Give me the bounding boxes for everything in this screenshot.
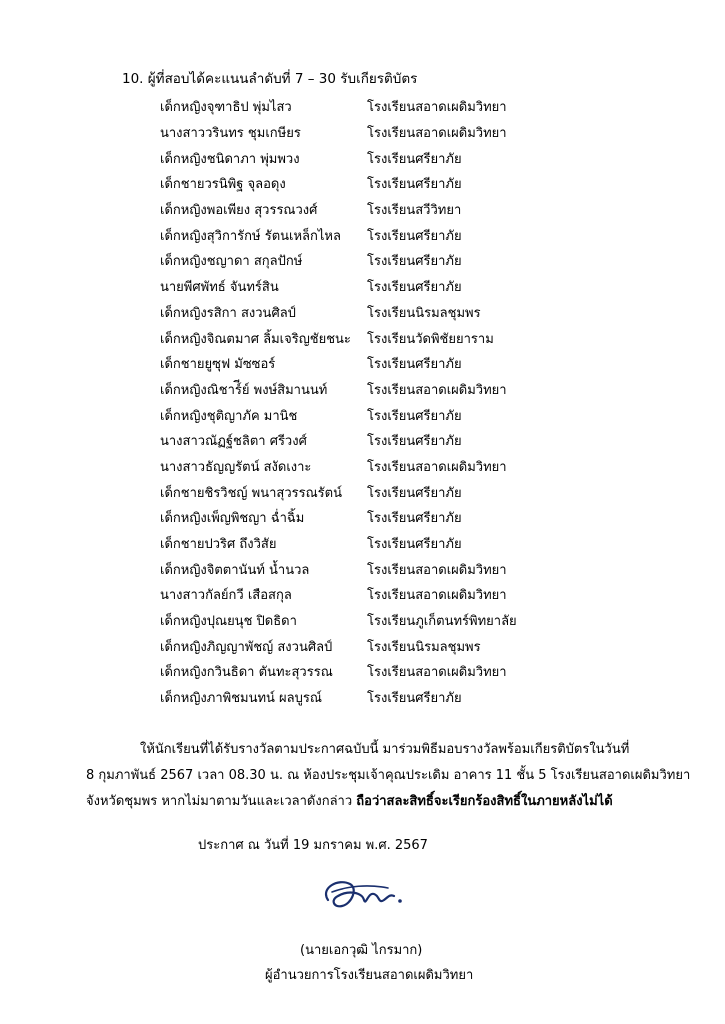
section-heading: 10. ผู้ที่สอบได้คะแนนลำดับที่ 7 – 30 รับเกียรติบัตร xyxy=(122,71,418,87)
notice-paragraph xyxy=(86,737,691,815)
notice-line-1: ให้นักเรียนที่ได้รับรางวัลตามประกาศฉบับนี้ มาร่วมพิธีมอบรางวัลพร้อมเกียรติบัตรในวันที่ xyxy=(140,742,630,757)
awardee-row xyxy=(160,325,560,351)
awardee-row xyxy=(160,171,560,197)
awardee-name: เด็กหญิงภิญญาพัชญ์ สงวนศิลป์ xyxy=(160,639,333,655)
awardee-row xyxy=(160,94,560,120)
awardee-school: โรงเรียนศรียาภัย xyxy=(367,511,462,527)
awardee-name: เด็กชายชิรวิชญ์ พนาสุวรรณรัตน์ xyxy=(160,485,342,501)
awardee-school: โรงเรียนสอาดเผดิมวิทยา xyxy=(367,562,507,578)
awardee-row xyxy=(160,608,560,634)
signatory-title: ผู้อำนวยการโรงเรียนสอาดเผดิมวิทยา xyxy=(265,968,474,983)
awardee-school: โรงเรียนศรียาภัย xyxy=(367,485,462,501)
awardee-school: โรงเรียนสอาดเผดิมวิทยา xyxy=(367,459,507,475)
awardee-school: โรงเรียนสอาดเผดิมวิทยา xyxy=(367,665,507,681)
awardee-name: นางสาววรินทร ชุมเกษียร xyxy=(160,126,301,142)
awardee-name: เด็กหญิงปุณยนุช ปิดธิดา xyxy=(160,614,297,630)
awardee-name: เด็กชายยูซุฟ มัซซอร์ xyxy=(160,357,276,373)
awardee-name: เด็กชายวรนิพิฐ จุลอดุง xyxy=(160,177,286,193)
awardee-row xyxy=(160,351,560,377)
awardee-school: โรงเรียนศรียาภัย xyxy=(367,537,462,553)
awardee-name: เด็กหญิงจุฑาธิป พุ่มไสว xyxy=(160,100,292,116)
awardee-school: โรงเรียนศรียาภัย xyxy=(367,228,462,244)
awardee-row xyxy=(160,222,560,248)
awardee-row xyxy=(160,402,560,428)
awardee-row xyxy=(160,274,560,300)
awardee-school: โรงเรียนศรียาภัย xyxy=(367,280,462,296)
awardee-row xyxy=(160,531,560,557)
awardee-school: โรงเรียนศรียาภัย xyxy=(367,691,462,707)
awardee-name: เด็กหญิงพอเพียง สุวรรณวงศ์ xyxy=(160,203,318,219)
awardee-name: เด็กหญิงจิตตานันท์ น้ำนวล xyxy=(160,562,310,578)
awardee-row xyxy=(160,145,560,171)
awardee-row xyxy=(160,633,560,659)
awardee-school: โรงเรียนศรียาภัย xyxy=(367,151,462,167)
awardee-school: โรงเรียนวัดพิชัยยาราม xyxy=(367,331,494,347)
awardee-row xyxy=(160,479,560,505)
awardee-row xyxy=(160,428,560,454)
awardee-name: เด็กหญิงชนิดาภา พุ่มพวง xyxy=(160,151,300,167)
awardee-row xyxy=(160,659,560,685)
awardee-row xyxy=(160,248,560,274)
awardee-row xyxy=(160,197,560,223)
announcement-date: ประกาศ ณ วันที่ 19 มกราคม พ.ศ. 2567 xyxy=(198,838,428,853)
awardee-school: โรงเรียนศรียาภัย xyxy=(367,254,462,270)
awardee-school: โรงเรียนสอาดเผดิมวิทยา xyxy=(367,100,507,116)
awardee-row xyxy=(160,582,560,608)
awardee-name: นางสาวธัญญรัตน์ สงัดเงาะ xyxy=(160,459,312,475)
awardee-list xyxy=(160,94,560,711)
awardee-name: เด็กหญิงชุติญาภัค มานิช xyxy=(160,408,298,424)
awardee-school: โรงเรียนศรียาภัย xyxy=(367,357,462,373)
notice-line-3 xyxy=(86,789,646,815)
awardee-name: นางสาวกัลย์กวี เสือสกุล xyxy=(160,588,292,604)
awardee-row xyxy=(160,505,560,531)
awardee-name: นายพีศพัทธ์ จันทร์สิน xyxy=(160,280,279,296)
awardee-name: เด็กหญิงรสิกา สงวนศิลป์ xyxy=(160,305,296,321)
awardee-name: เด็กหญิงณิชาร์ีย์ พงษ์สิมานนท์ xyxy=(160,382,328,398)
awardee-name: เด็กหญิงจิณตมาศ ลิ้มเจริญชัยชนะ xyxy=(160,331,351,347)
awardee-school: โรงเรียนสอาดเผดิมวิทยา xyxy=(367,382,507,398)
awardee-row xyxy=(160,685,560,711)
awardee-row xyxy=(160,377,560,403)
awardee-name: เด็กหญิงกวินธิดา ตันทะสุวรรณ xyxy=(160,665,333,681)
notice-line-3-text: จังหวัดชุมพร หากไม่มาตามวันและเวลาดังกล่าว xyxy=(86,794,357,809)
awardee-school: โรงเรียนศรียาภัย xyxy=(367,408,462,424)
awardee-school: โรงเรียนภูเก็ตนทร์พิทยาลัย xyxy=(367,614,517,630)
awardee-school: โรงเรียนศรียาภัย xyxy=(367,434,462,450)
awardee-row xyxy=(160,556,560,582)
signatory-name: (นายเอกวุฒิ ไกรมาก) xyxy=(300,943,423,958)
signature-icon xyxy=(318,870,408,920)
awardee-row xyxy=(160,454,560,480)
notice-line-2: 8 กุมภาพันธ์ 2567 เวลา 08.30 น. ณ ห้องประชุมเจ้าคุณประเดิม อาคาร 11 ชั้น 5 โรงเรียนสอาดเผดิมวิทยา xyxy=(86,768,691,783)
awardee-school: โรงเรียนสอาดเผดิมวิทยา xyxy=(367,588,507,604)
awardee-school: โรงเรียนนิรมลชุมพร xyxy=(367,305,481,321)
awardee-name: เด็กหญิงสุวิการักษ์ รัตนเหล็กไหล xyxy=(160,228,341,244)
notice-bold-warning: ถือว่าสละสิทธิ์จะเรียกร้องสิทธิ์ในภายหลังไม่ได้ xyxy=(356,794,613,809)
awardee-name: เด็กหญิงภาพิชมนทน์ ผลบูรณ์ xyxy=(160,691,322,707)
awardee-name: เด็กหญิงเพ็ญพิชญา ฉ่ำฉิ้ม xyxy=(160,511,305,527)
awardee-row xyxy=(160,300,560,326)
awardee-name: เด็กหญิงชญาดา สกุลปักษ์ xyxy=(160,254,303,270)
awardee-school: โรงเรียนสอาดเผดิมวิทยา xyxy=(367,126,507,142)
awardee-school: โรงเรียนนิรมลชุมพร xyxy=(367,639,481,655)
awardee-school: โรงเรียนศรียาภัย xyxy=(367,177,462,193)
awardee-school: โรงเรียนสวีวิทยา xyxy=(367,203,462,219)
awardee-name: เด็กชายปวริศ ถึงวิสัย xyxy=(160,537,277,553)
awardee-row xyxy=(160,120,560,146)
awardee-name: นางสาวณัฏฐ์ชลิตา ศรีวงศ์ xyxy=(160,434,307,450)
